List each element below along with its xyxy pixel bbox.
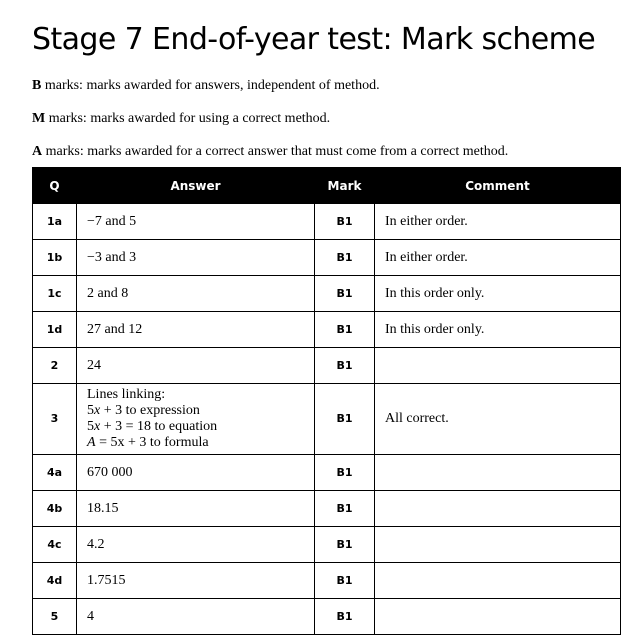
answer-line-pre: 5 <box>87 419 94 434</box>
answer-line-text: = 5x + 3 to formula <box>95 435 209 450</box>
table-row <box>33 563 621 599</box>
comment-cell: In this order only. <box>375 312 621 348</box>
answer-cell: −3 and 3 <box>77 240 315 276</box>
comment-cell <box>375 599 621 635</box>
answer-cell: −7 and 5 <box>77 204 315 240</box>
comment-cell <box>375 563 621 599</box>
mark-cell: B1 <box>315 491 375 527</box>
mark-cell: B1 <box>315 348 375 384</box>
legend-text: marks: marks awarded for a correct answer that must come from a correct method. <box>42 144 509 159</box>
header-mark: Mark <box>315 168 375 204</box>
legend-a-marks <box>32 143 508 161</box>
question-number: 1b <box>33 240 77 276</box>
header-q: Q <box>33 168 77 204</box>
question-number: 1a <box>33 204 77 240</box>
answer-cell: 24 <box>77 348 315 384</box>
mark-cell: B1 <box>315 455 375 491</box>
table-row <box>33 312 621 348</box>
mark-cell: B1 <box>315 384 375 455</box>
table-row <box>33 276 621 312</box>
comment-cell <box>375 455 621 491</box>
answer-line <box>87 403 314 419</box>
question-number: 1c <box>33 276 77 312</box>
answer-line-pre: 5 <box>87 403 94 418</box>
table-row <box>33 491 621 527</box>
answer-cell: 670 000 <box>77 455 315 491</box>
comment-cell: All correct. <box>375 384 621 455</box>
comment-cell <box>375 527 621 563</box>
answer-line-text: Lines linking: <box>87 387 166 402</box>
question-number: 2 <box>33 348 77 384</box>
mark-cell: B1 <box>315 204 375 240</box>
mark-cell: B1 <box>315 563 375 599</box>
answer-cell: 4 <box>77 599 315 635</box>
answer-line-var: x <box>94 403 101 418</box>
answer-cell: 1.7515 <box>77 563 315 599</box>
table-row <box>33 599 621 635</box>
table-row <box>33 240 621 276</box>
question-number: 4d <box>33 563 77 599</box>
header-answer: Answer <box>77 168 315 204</box>
legend-code: A <box>32 144 43 159</box>
comment-cell: In this order only. <box>375 276 621 312</box>
mark-cell: B1 <box>315 599 375 635</box>
mark-cell: B1 <box>315 527 375 563</box>
question-number: 3 <box>33 384 77 455</box>
mark-cell: B1 <box>315 312 375 348</box>
question-number: 5 <box>33 599 77 635</box>
table-row <box>33 455 621 491</box>
answer-cell: 27 and 12 <box>77 312 315 348</box>
answer-line-var: x <box>94 419 101 434</box>
header-row <box>33 168 621 204</box>
comment-cell: In either order. <box>375 240 621 276</box>
question-number: 1d <box>33 312 77 348</box>
comment-cell <box>375 348 621 384</box>
answer-line <box>87 419 314 435</box>
answer-cell <box>77 384 315 455</box>
question-number: 4c <box>33 527 77 563</box>
answer-line <box>87 387 314 403</box>
answer-line-var: A <box>87 435 96 450</box>
legend-text: marks: marks awarded for using a correct method. <box>45 111 331 126</box>
answer-line-text: + 3 to expression <box>100 403 200 418</box>
legend-m-marks <box>32 110 330 128</box>
legend-b-marks <box>32 77 380 95</box>
legend-code: M <box>32 111 46 126</box>
table-row <box>33 384 621 455</box>
legend-text: marks: marks awarded for answers, independent of method. <box>41 78 380 93</box>
legend-code: B <box>32 78 42 93</box>
mark-cell: B1 <box>315 276 375 312</box>
table-row <box>33 527 621 563</box>
answer-line <box>87 435 314 451</box>
question-number: 4a <box>33 455 77 491</box>
answer-line-text: + 3 = 18 to equation <box>100 419 218 434</box>
mark-cell: B1 <box>315 240 375 276</box>
page-title: Stage 7 End-of-year test: Mark scheme <box>32 22 596 57</box>
comment-cell <box>375 491 621 527</box>
answer-cell: 4.2 <box>77 527 315 563</box>
header-comment: Comment <box>375 168 621 204</box>
mark-scheme-table <box>32 167 621 635</box>
question-number: 4b <box>33 491 77 527</box>
answer-cell: 18.15 <box>77 491 315 527</box>
table-row <box>33 348 621 384</box>
comment-cell: In either order. <box>375 204 621 240</box>
answer-cell: 2 and 8 <box>77 276 315 312</box>
table-row <box>33 204 621 240</box>
